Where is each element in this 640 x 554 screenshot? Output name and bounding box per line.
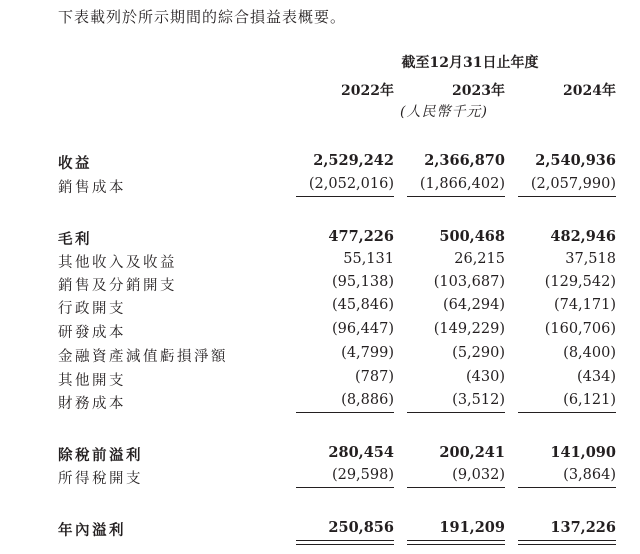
- table-row: [0, 271, 640, 295]
- value-2023: (64,294): [442, 297, 505, 313]
- table-row: [0, 294, 640, 318]
- table-row: [0, 149, 640, 173]
- value-2022: 280,454: [328, 444, 394, 461]
- row-label: 其他收入及收益: [58, 255, 177, 271]
- value-2022: (4,799): [341, 345, 394, 361]
- year-header-2023: 2023年: [452, 83, 505, 99]
- value-2024: (6,121): [563, 392, 616, 408]
- subtotal-rule: [296, 196, 394, 197]
- row-label: 銷售成本: [58, 180, 126, 196]
- row-label: 財務成本: [58, 396, 126, 412]
- subtotal-rule: [296, 412, 394, 413]
- value-2023: 200,241: [439, 444, 505, 461]
- row-label: 除稅前溢利: [58, 447, 143, 464]
- value-2023: (9,032): [452, 467, 505, 483]
- row-label: 收益: [58, 155, 92, 172]
- value-2023: (149,229): [433, 321, 505, 337]
- row-label: 所得稅開支: [58, 471, 143, 487]
- value-2023: 500,468: [439, 228, 505, 245]
- value-2023: (5,290): [452, 345, 505, 361]
- value-2022: 477,226: [328, 228, 394, 245]
- value-2024: (8,400): [563, 345, 616, 361]
- value-2022: (95,138): [331, 274, 394, 290]
- value-2024: 141,090: [550, 444, 616, 461]
- value-2024: (434): [577, 369, 616, 385]
- value-2024: (160,706): [544, 321, 616, 337]
- value-2023: 191,209: [439, 519, 505, 536]
- subtotal-rule: [518, 487, 616, 488]
- value-2023: (103,687): [433, 274, 505, 290]
- table-row: [0, 441, 640, 465]
- value-2024: 482,946: [550, 228, 616, 245]
- table-row: [0, 389, 640, 413]
- subtotal-rule: [518, 412, 616, 413]
- value-2023: 26,215: [454, 251, 505, 267]
- value-2023: (430): [466, 369, 505, 385]
- value-2024: 37,518: [565, 251, 616, 267]
- row-label: 銷售及分銷開支: [58, 278, 177, 294]
- subtotal-rule: [518, 196, 616, 197]
- table-row: [0, 225, 640, 249]
- value-2024: (2,057,990): [530, 176, 616, 192]
- row-label: 年內溢利: [58, 522, 126, 539]
- value-2022: 55,131: [343, 251, 394, 267]
- row-label: 行政開支: [58, 301, 126, 317]
- value-2023: 2,366,870: [424, 152, 505, 169]
- value-2023: (1,866,402): [419, 176, 505, 192]
- value-2022: 250,856: [328, 519, 394, 536]
- row-label: 金融資產減值虧損淨額: [58, 349, 228, 365]
- subtotal-rule: [407, 412, 505, 413]
- value-2022: (8,886): [341, 392, 394, 408]
- value-2024: (129,542): [544, 274, 616, 290]
- row-label: 研發成本: [58, 325, 126, 341]
- value-2022: 2,529,242: [313, 152, 394, 169]
- value-2024: (3,864): [563, 467, 616, 483]
- row-label: 其他開支: [58, 373, 126, 389]
- total-double-rule: [296, 540, 394, 545]
- table-row: [0, 342, 640, 366]
- value-2024: 2,540,936: [535, 152, 616, 169]
- intro-text: 下表載列於所示期間的綜合損益表概要。: [58, 8, 347, 26]
- table-row: [0, 464, 640, 488]
- table-row: [0, 366, 640, 390]
- subtotal-rule: [296, 487, 394, 488]
- value-2023: (3,512): [452, 392, 505, 408]
- total-double-rule: [518, 540, 616, 545]
- table-row: [0, 173, 640, 197]
- value-2022: (787): [355, 369, 394, 385]
- total-double-rule: [407, 540, 505, 545]
- value-2022: (2,052,016): [308, 176, 394, 192]
- table-row: [0, 248, 640, 272]
- value-2024: 137,226: [550, 519, 616, 536]
- row-label: 毛利: [58, 231, 92, 248]
- value-2022: (45,846): [331, 297, 394, 313]
- subtotal-rule: [407, 487, 505, 488]
- value-2022: (29,598): [331, 467, 394, 483]
- year-header-2024: 2024年: [563, 83, 616, 99]
- table-row: [0, 516, 640, 540]
- value-2024: (74,171): [553, 297, 616, 313]
- unit-label: (人民幣千元): [400, 104, 488, 120]
- period-heading: 截至12月31日止年度: [401, 55, 539, 71]
- value-2022: (96,447): [331, 321, 394, 337]
- table-row: [0, 318, 640, 342]
- year-header-2022: 2022年: [341, 83, 394, 99]
- subtotal-rule: [407, 196, 505, 197]
